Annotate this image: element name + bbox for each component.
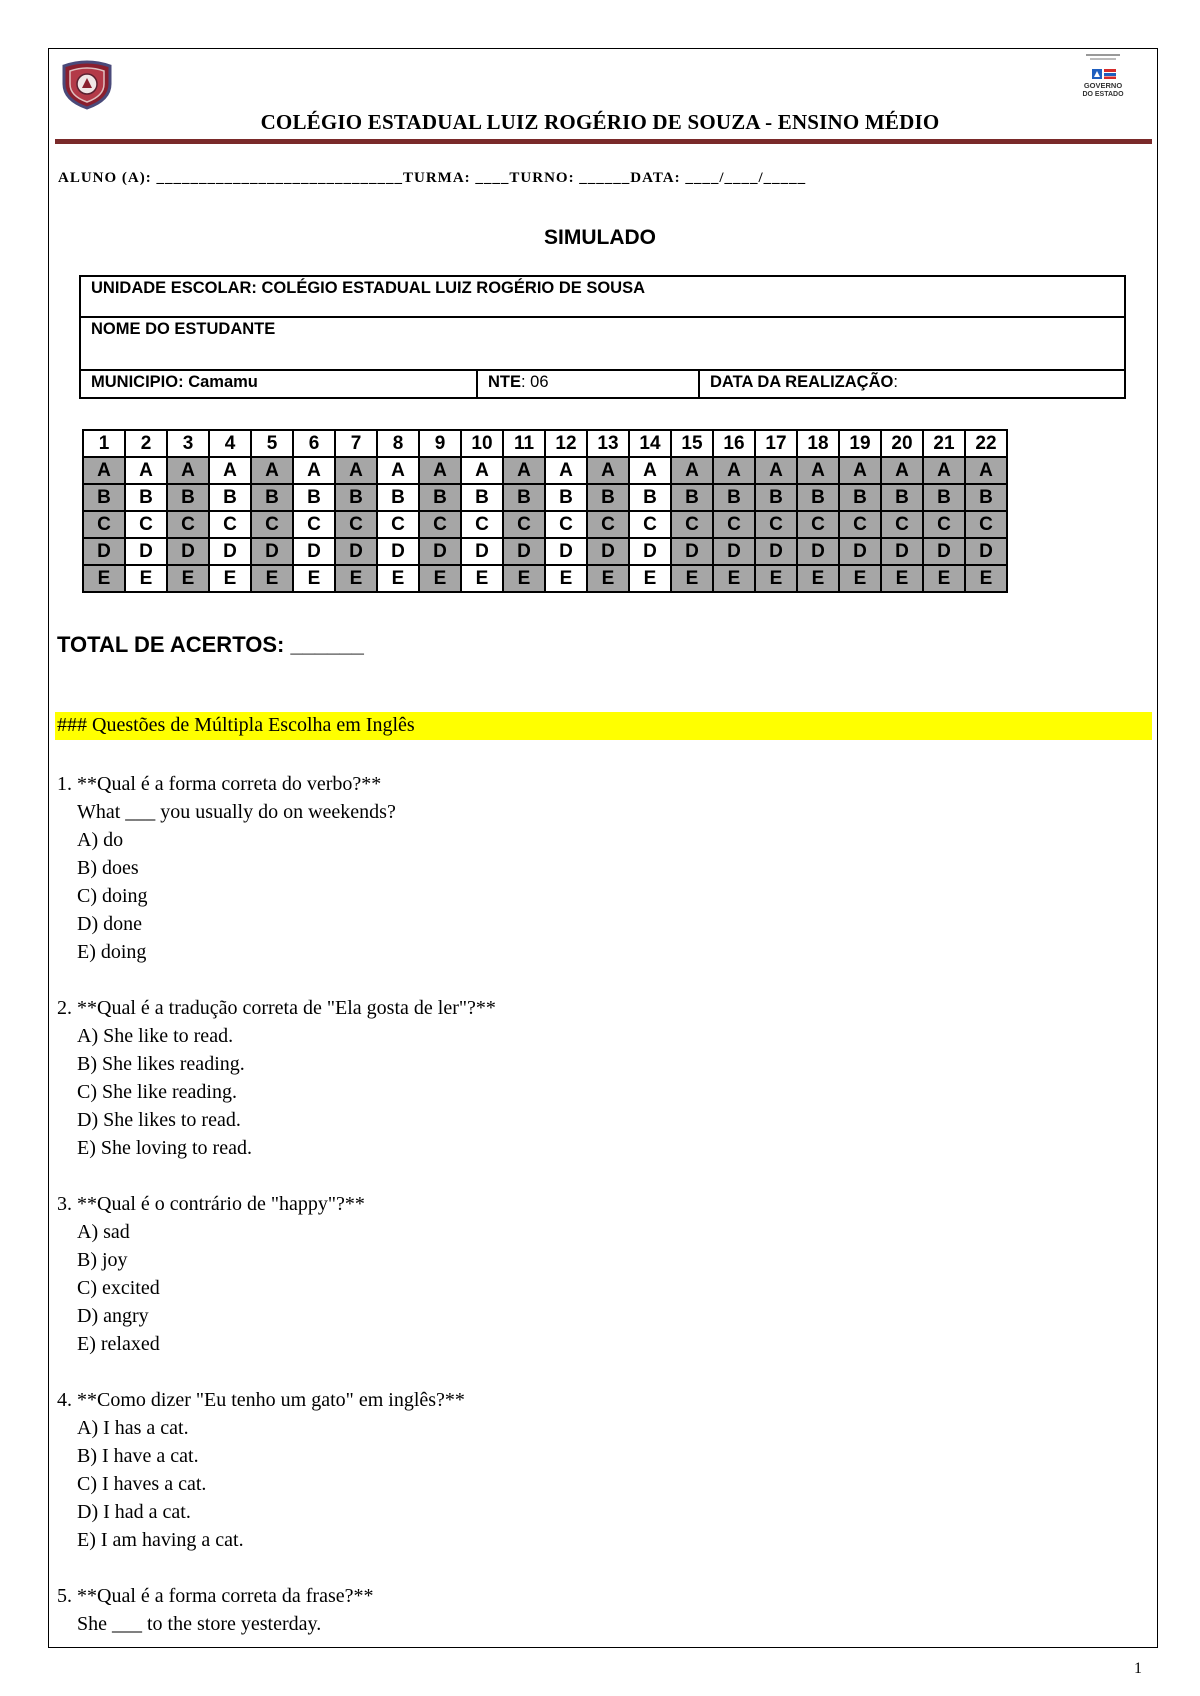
question-title: 1. **Qual é a forma correta do verbo?** (57, 773, 382, 795)
answer-bubble-q6-b[interactable]: B (293, 484, 335, 511)
answer-bubble-q5-c[interactable]: C (251, 511, 293, 538)
answer-bubble-q11-e[interactable]: E (503, 565, 545, 592)
answer-bubble-q13-d[interactable]: D (587, 538, 629, 565)
answer-bubble-q3-b[interactable]: B (167, 484, 209, 511)
question-title: 3. **Qual é o contrário de "happy"?** (57, 1193, 365, 1215)
answer-option[interactable]: E) relaxed (77, 1333, 160, 1355)
answer-bubble-q17-c[interactable]: C (755, 511, 797, 538)
answer-option[interactable]: A) I has a cat. (77, 1417, 189, 1439)
answer-bubble-q4-d[interactable]: D (209, 538, 251, 565)
question-list (57, 770, 496, 1666)
answer-bubble-q16-e[interactable]: E (713, 565, 755, 592)
answer-bubble-q10-a[interactable]: A (461, 457, 503, 484)
answer-bubble-q21-c[interactable]: C (923, 511, 965, 538)
question-4 (57, 1386, 496, 1554)
answer-bubble-q6-d[interactable]: D (293, 538, 335, 565)
answer-bubble-q3-d[interactable]: D (167, 538, 209, 565)
answer-bubble-q21-b[interactable]: B (923, 484, 965, 511)
answer-bubble-q8-a[interactable]: A (377, 457, 419, 484)
student-info-line[interactable]: ALUNO (A): _____________________________TURMA: ____TURNO: ______DATA: ____/____/_____ (58, 170, 807, 186)
answer-option[interactable]: E) She loving to read. (77, 1137, 252, 1159)
answer-bubble-q13-e[interactable]: E (587, 565, 629, 592)
question-number-2: 2 (125, 430, 167, 457)
answer-bubble-q10-c[interactable]: C (461, 511, 503, 538)
answer-option[interactable]: B) I have a cat. (77, 1445, 199, 1467)
question-number-15: 15 (671, 430, 713, 457)
answer-bubble-q20-a[interactable]: A (881, 457, 923, 484)
question-number-11: 11 (503, 430, 545, 457)
answer-bubble-q16-d[interactable]: D (713, 538, 755, 565)
nte-label: NTE (488, 373, 521, 391)
answer-bubble-q14-d[interactable]: D (629, 538, 671, 565)
answer-bubble-q15-d[interactable]: D (671, 538, 713, 565)
answer-bubble-q7-e[interactable]: E (335, 565, 377, 592)
answer-bubble-q9-e[interactable]: E (419, 565, 461, 592)
answer-bubble-q12-b[interactable]: B (545, 484, 587, 511)
question-1 (57, 770, 496, 966)
answer-bubble-q3-c[interactable]: C (167, 511, 209, 538)
answer-bubble-q4-b[interactable]: B (209, 484, 251, 511)
answer-bubble-q8-b[interactable]: B (377, 484, 419, 511)
answer-bubble-q14-a[interactable]: A (629, 457, 671, 484)
nte-field (477, 370, 699, 398)
answer-option[interactable]: D) done (77, 913, 142, 935)
answer-bubble-q14-b[interactable]: B (629, 484, 671, 511)
answer-bubble-q21-e[interactable]: E (923, 565, 965, 592)
answer-bubble-q20-b[interactable]: B (881, 484, 923, 511)
answer-bubble-q11-a[interactable]: A (503, 457, 545, 484)
nte-value: : 06 (521, 373, 549, 391)
answer-row-c (83, 511, 1007, 538)
municipality-label: MUNICIPIO: (91, 373, 184, 391)
question-number-14: 14 (629, 430, 671, 457)
answer-bubble-q9-c[interactable]: C (419, 511, 461, 538)
answer-option[interactable]: D) I had a cat. (77, 1501, 191, 1523)
answer-option[interactable]: E) I am having a cat. (77, 1529, 244, 1551)
answer-bubble-q7-b[interactable]: B (335, 484, 377, 511)
answer-bubble-q3-a[interactable]: A (167, 457, 209, 484)
answer-option[interactable]: C) doing (77, 885, 148, 907)
question-number-13: 13 (587, 430, 629, 457)
answer-option[interactable]: A) sad (77, 1221, 130, 1243)
total-correct[interactable]: TOTAL DE ACERTOS: ______ (57, 632, 364, 657)
question-number-20: 20 (881, 430, 923, 457)
answer-bubble-q7-d[interactable]: D (335, 538, 377, 565)
answer-bubble-q12-c[interactable]: C (545, 511, 587, 538)
answer-bubble-q9-b[interactable]: B (419, 484, 461, 511)
answer-bubble-q16-b[interactable]: B (713, 484, 755, 511)
question-number-9: 9 (419, 430, 461, 457)
question-number-17: 17 (755, 430, 797, 457)
question-number-16: 16 (713, 430, 755, 457)
answer-bubble-q13-b[interactable]: B (587, 484, 629, 511)
answer-bubble-q2-a[interactable]: A (125, 457, 167, 484)
svg-text:DO ESTADO: DO ESTADO (1082, 91, 1124, 98)
answer-bubble-q20-c[interactable]: C (881, 511, 923, 538)
question-3 (57, 1190, 496, 1358)
answer-option[interactable]: D) She likes to read. (77, 1109, 241, 1131)
answer-bubble-q21-a[interactable]: A (923, 457, 965, 484)
school-info-table (79, 275, 1126, 399)
answer-bubble-q5-a[interactable]: A (251, 457, 293, 484)
municipality-value: Camamu (188, 373, 258, 391)
answer-bubble-q7-c[interactable]: C (335, 511, 377, 538)
answer-option[interactable]: C) excited (77, 1277, 160, 1299)
question-stem: She ___ to the store yesterday. (77, 1613, 322, 1635)
page-number: 1 (1134, 1660, 1142, 1677)
answer-option[interactable]: B) does (77, 857, 139, 879)
answer-grid (82, 429, 1008, 593)
answer-bubble-q17-e[interactable]: E (755, 565, 797, 592)
answer-bubble-q6-e[interactable]: E (293, 565, 335, 592)
answer-bubble-q1-e[interactable]: E (83, 565, 125, 592)
question-number-3: 3 (167, 430, 209, 457)
answer-bubble-q19-e[interactable]: E (839, 565, 881, 592)
answer-bubble-q19-a[interactable]: A (839, 457, 881, 484)
answer-bubble-q18-b[interactable]: B (797, 484, 839, 511)
question-title: 2. **Qual é a tradução correta de "Ela gosta de ler"?** (57, 997, 496, 1019)
answer-bubble-q22-b[interactable]: B (965, 484, 1007, 511)
student-name-label: NOME DO ESTUDANTE (91, 320, 276, 338)
answer-bubble-q1-a[interactable]: A (83, 457, 125, 484)
answer-bubble-q11-d[interactable]: D (503, 538, 545, 565)
answer-bubble-q6-a[interactable]: A (293, 457, 335, 484)
answer-bubble-q5-d[interactable]: D (251, 538, 293, 565)
school-shield-icon (58, 58, 116, 110)
answer-grid-header (83, 430, 1007, 457)
question-number-7: 7 (335, 430, 377, 457)
answer-bubble-q8-c[interactable]: C (377, 511, 419, 538)
svg-text:GOVERNO: GOVERNO (1083, 81, 1123, 90)
question-number-21: 21 (923, 430, 965, 457)
answer-bubble-q19-d[interactable]: D (839, 538, 881, 565)
answer-bubble-q19-c[interactable]: C (839, 511, 881, 538)
answer-option[interactable]: C) She like reading. (77, 1081, 237, 1103)
question-number-10: 10 (461, 430, 503, 457)
answer-row-e (83, 565, 1007, 592)
answer-bubble-q22-e[interactable]: E (965, 565, 1007, 592)
answer-bubble-q8-d[interactable]: D (377, 538, 419, 565)
question-number-5: 5 (251, 430, 293, 457)
answer-bubble-q19-b[interactable]: B (839, 484, 881, 511)
answer-bubble-q13-a[interactable]: A (587, 457, 629, 484)
answer-bubble-q4-e[interactable]: E (209, 565, 251, 592)
answer-bubble-q17-a[interactable]: A (755, 457, 797, 484)
question-number-4: 4 (209, 430, 251, 457)
question-stem: What ___ you usually do on weekends? (77, 801, 396, 823)
answer-bubble-q15-b[interactable]: B (671, 484, 713, 511)
answer-bubble-q6-c[interactable]: C (293, 511, 335, 538)
question-number-1: 1 (83, 430, 125, 457)
answer-bubble-q2-c[interactable]: C (125, 511, 167, 538)
school-unit-field: UNIDADE ESCOLAR: COLÉGIO ESTADUAL LUIZ ROGÉRIO DE SOUSA (80, 276, 1125, 317)
answer-bubble-q17-b[interactable]: B (755, 484, 797, 511)
municipality-field (80, 370, 477, 398)
answer-bubble-q11-b[interactable]: B (503, 484, 545, 511)
answer-bubble-q1-b[interactable]: B (83, 484, 125, 511)
answer-bubble-q18-c[interactable]: C (797, 511, 839, 538)
answer-bubble-q4-c[interactable]: C (209, 511, 251, 538)
answer-bubble-q1-c[interactable]: C (83, 511, 125, 538)
answer-bubble-q9-d[interactable]: D (419, 538, 461, 565)
answer-bubble-q12-a[interactable]: A (545, 457, 587, 484)
answer-bubble-q11-c[interactable]: C (503, 511, 545, 538)
answer-bubble-q18-e[interactable]: E (797, 565, 839, 592)
question-number-18: 18 (797, 430, 839, 457)
answer-bubble-q15-c[interactable]: C (671, 511, 713, 538)
answer-bubble-q10-b[interactable]: B (461, 484, 503, 511)
answer-row-b (83, 484, 1007, 511)
question-title: 4. **Como dizer "Eu tenho um gato" em inglês?** (57, 1389, 465, 1411)
answer-option[interactable]: B) joy (77, 1249, 128, 1271)
answer-bubble-q9-a[interactable]: A (419, 457, 461, 484)
answer-bubble-q12-d[interactable]: D (545, 538, 587, 565)
answer-bubble-q20-d[interactable]: D (881, 538, 923, 565)
answer-bubble-q14-e[interactable]: E (629, 565, 671, 592)
answer-bubble-q5-b[interactable]: B (251, 484, 293, 511)
answer-bubble-q2-d[interactable]: D (125, 538, 167, 565)
answer-bubble-q22-d[interactable]: D (965, 538, 1007, 565)
question-number-8: 8 (377, 430, 419, 457)
question-title: 5. **Qual é a forma correta da frase?** (57, 1585, 374, 1607)
answer-bubble-q14-c[interactable]: C (629, 511, 671, 538)
school-title: COLÉGIO ESTADUAL LUIZ ROGÉRIO DE SOUZA - ENSINO MÉDIO (260, 110, 940, 134)
answer-bubble-q12-e[interactable]: E (545, 565, 587, 592)
answer-bubble-q5-e[interactable]: E (251, 565, 293, 592)
answer-bubble-q10-d[interactable]: D (461, 538, 503, 565)
government-logo-icon (1072, 52, 1134, 106)
answer-bubble-q21-d[interactable]: D (923, 538, 965, 565)
answer-bubble-q2-e[interactable]: E (125, 565, 167, 592)
answer-bubble-q15-e[interactable]: E (671, 565, 713, 592)
question-5 (57, 1582, 496, 1638)
answer-bubble-q16-a[interactable]: A (713, 457, 755, 484)
exam-title: SIMULADO (544, 226, 656, 249)
question-number-19: 19 (839, 430, 881, 457)
answer-option[interactable]: B) She likes reading. (77, 1053, 245, 1075)
answer-bubble-q20-e[interactable]: E (881, 565, 923, 592)
answer-option[interactable]: D) angry (77, 1305, 149, 1327)
answer-row-d (83, 538, 1007, 565)
title-divider (55, 139, 1152, 144)
answer-bubble-q2-b[interactable]: B (125, 484, 167, 511)
student-name-field[interactable] (80, 317, 1125, 370)
answer-bubble-q4-a[interactable]: A (209, 457, 251, 484)
answer-bubble-q8-e[interactable]: E (377, 565, 419, 592)
section-heading: ### Questões de Múltipla Escolha em Inglês (57, 714, 415, 736)
answer-bubble-q16-c[interactable]: C (713, 511, 755, 538)
question-number-12: 12 (545, 430, 587, 457)
exam-date-value: : (893, 373, 898, 391)
answer-bubble-q10-e[interactable]: E (461, 565, 503, 592)
answer-bubble-q22-c[interactable]: C (965, 511, 1007, 538)
exam-date-label: DATA DA REALIZAÇÃO (710, 373, 894, 391)
answer-bubble-q18-a[interactable]: A (797, 457, 839, 484)
answer-bubble-q15-a[interactable]: A (671, 457, 713, 484)
answer-row-a (83, 457, 1007, 484)
answer-bubble-q17-d[interactable]: D (755, 538, 797, 565)
answer-bubble-q7-a[interactable]: A (335, 457, 377, 484)
question-2 (57, 994, 496, 1162)
answer-bubble-q22-a[interactable]: A (965, 457, 1007, 484)
answer-option[interactable]: A) do (77, 829, 124, 851)
answer-bubble-q3-e[interactable]: E (167, 565, 209, 592)
answer-bubble-q18-d[interactable]: D (797, 538, 839, 565)
answer-option[interactable]: A) She like to read. (77, 1025, 234, 1047)
answer-option[interactable]: C) I haves a cat. (77, 1473, 207, 1495)
question-number-22: 22 (965, 430, 1007, 457)
question-number-6: 6 (293, 430, 335, 457)
exam-date-field[interactable] (699, 370, 1125, 398)
answer-bubble-q13-c[interactable]: C (587, 511, 629, 538)
answer-bubble-q1-d[interactable]: D (83, 538, 125, 565)
answer-option[interactable]: E) doing (77, 941, 147, 963)
